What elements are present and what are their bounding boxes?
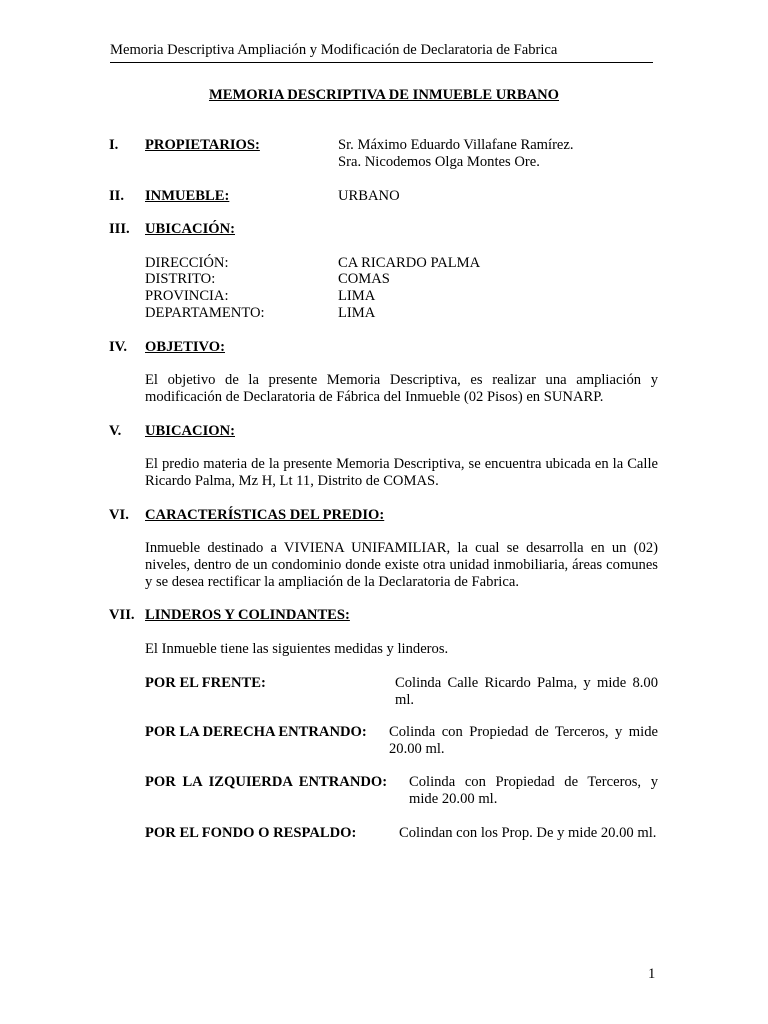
section-number-iii: III. (109, 221, 130, 237)
header-rule (110, 62, 653, 63)
boundary-right-label: POR LA DERECHA ENTRANDO: (145, 724, 367, 740)
section-heading-propietarios: PROPIETARIOS: (145, 137, 260, 153)
department-value: LIMA (338, 305, 376, 321)
boundary-left-value: Colinda con Propiedad de Terceros, y mide 20.00 ml. (409, 774, 658, 807)
section-number-vi: VI. (109, 507, 129, 523)
owner-2: Sra. Nicodemos Olga Montes Ore. (338, 154, 540, 170)
section-heading-objetivo: OBJETIVO: (145, 339, 225, 355)
district-value: COMAS (338, 271, 390, 287)
section-number-v: V. (109, 423, 122, 439)
caracteristicas-paragraph: Inmueble destinado a VIVIENA UNIFAMILIAR, la cual se desarrolla en un (02) niveles, dentro de un condominio donde existe otra unidad inmobiliaria, áreas comunes y se desea rectificar la ampliación de la Declaratoria de Fabrica. (145, 540, 658, 590)
boundary-right-value: Colinda con Propiedad de Terceros, y mide 20.00 ml. (389, 724, 658, 757)
inmueble-value: URBANO (338, 188, 400, 204)
boundary-front-value: Colinda Calle Ricardo Palma, y mide 8.00 ml. (395, 675, 658, 708)
document-title: MEMORIA DESCRIPTIVA DE INMUEBLE URBANO (208, 87, 560, 103)
address-label: DIRECCIÓN: (145, 255, 229, 271)
boundary-back-label: POR EL FONDO O RESPALDO: (145, 825, 357, 841)
section-heading-inmueble: INMUEBLE: (145, 188, 230, 204)
section-heading-linderos: LINDEROS Y COLINDANTES: (145, 607, 350, 623)
section-number-i: I. (109, 137, 119, 153)
running-header: Memoria Descriptiva Ampliación y Modificación de Declaratoria de Fabrica (110, 42, 558, 58)
page-number: 1 (648, 966, 656, 982)
section-heading-ubicacion-2: UBICACION: (145, 423, 235, 439)
section-heading-ubicacion: UBICACIÓN: (145, 221, 235, 237)
boundary-front-label: POR EL FRENTE: (145, 675, 266, 691)
boundary-back-value: Colindan con los Prop. De y mide 20.00 ml. (399, 825, 657, 841)
section-number-vii: VII. (109, 607, 135, 623)
ubicacion-paragraph: El predio materia de la presente Memoria Descriptiva, se encuentra ubicada en la Calle Ricardo Palma, Mz H, Lt 11, Distrito de COMAS. (145, 456, 658, 489)
linderos-intro: El Inmueble tiene las siguientes medidas y linderos. (145, 641, 449, 657)
province-label: PROVINCIA: (145, 288, 229, 304)
owner-1: Sr. Máximo Eduardo Villafane Ramírez. (338, 137, 574, 153)
section-number-iv: IV. (109, 339, 127, 355)
address-value: CA RICARDO PALMA (338, 255, 481, 271)
department-label: DEPARTAMENTO: (145, 305, 265, 321)
section-heading-caracteristicas: CARACTERÍSTICAS DEL PREDIO: (145, 507, 385, 523)
district-label: DISTRITO: (145, 271, 216, 287)
objetivo-paragraph: El objetivo de la presente Memoria Descriptiva, es realizar una ampliación y modificación de Declaratoria de Fábrica del Inmueble (02 Pisos) en SUNARP. (145, 372, 658, 405)
province-value: LIMA (338, 288, 376, 304)
boundary-left-label: POR LA IZQUIERDA ENTRANDO: (145, 774, 388, 790)
section-number-ii: II. (109, 188, 125, 204)
